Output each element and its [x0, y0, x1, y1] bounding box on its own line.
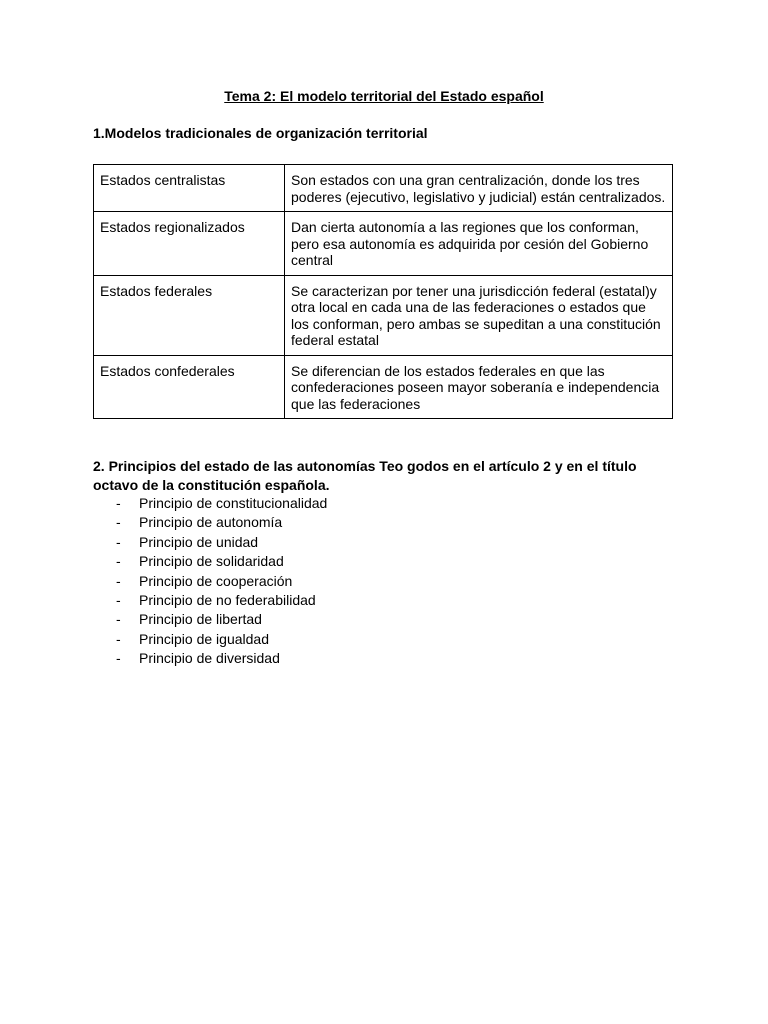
table-cell-model-name: Estados regionalizados: [94, 212, 285, 276]
table-row: [94, 212, 673, 276]
list-item: [93, 533, 327, 552]
list-item: [93, 552, 327, 571]
list-item: [93, 513, 327, 532]
list-item: [93, 591, 327, 610]
section-1-heading: 1.Modelos tradicionales de organización territorial: [93, 125, 428, 141]
list-bullet: -: [116, 495, 121, 511]
list-item-text: Principio de libertad: [139, 611, 262, 628]
list-item: [93, 572, 327, 591]
table-cell-model-name: Estados centralistas: [94, 165, 285, 212]
list-bullet: -: [116, 572, 121, 589]
table-cell-model-description: Dan cierta autonomía a las regiones que los conforman, pero esa autonomía es adquirida por cesión del Gobierno central: [285, 212, 673, 276]
list-item-text: Principio de autonomía: [139, 514, 283, 531]
list-item-text: Principio de igualdad: [139, 630, 269, 647]
table-row: [94, 355, 673, 419]
list-item: [93, 630, 327, 649]
list-bullet: -: [116, 650, 121, 667]
table-cell-model-description: Se diferencian de los estados federales en que las confederaciones poseen mayor soberanía e independencia que las federaciones: [285, 355, 673, 419]
list-bullet: -: [116, 553, 121, 570]
list-item-text: Principio de unidad: [139, 533, 259, 550]
table-cell-model-name: Estados confederales: [94, 355, 285, 419]
list-bullet: -: [116, 630, 121, 647]
table-row: [94, 165, 673, 212]
section-2-heading: 2. Principios del estado de las autonomías Teo godos en el artículo 2 y en el título octavo de la constitución española.: [93, 458, 637, 493]
table-row: [94, 275, 673, 355]
list-item-text: Principio de constitucionalidad: [139, 495, 328, 511]
list-item-text: Principio de cooperación: [139, 572, 293, 589]
list-item-text: Principio de diversidad: [139, 650, 280, 667]
list-bullet: -: [116, 611, 121, 628]
table-cell-model-name: Estados federales: [94, 275, 285, 355]
list-bullet: -: [116, 533, 121, 550]
list-item: [93, 610, 327, 629]
list-bullet: -: [116, 514, 121, 531]
list-item: [93, 649, 327, 668]
table-cell-model-description: Se caracterizan por tener una jurisdicción federal (estatal)y otra local en cada una de las federaciones o estados que los conforman, pero ambas se supeditan a una constitución federal estatal: [285, 275, 673, 355]
list-item: [93, 494, 327, 513]
page-title: Tema 2: El modelo territorial del Estado español: [224, 88, 544, 104]
list-item-text: Principio de solidaridad: [139, 553, 284, 570]
principles-list: [93, 494, 327, 669]
list-bullet: -: [116, 592, 121, 609]
list-item-text: Principio de no federabilidad: [139, 592, 316, 609]
table-cell-model-description: Son estados con una gran centralización, donde los tres poderes (ejecutivo, legislativo y judicial) están centralizados.: [285, 165, 673, 212]
territorial-models-table: [93, 164, 673, 419]
